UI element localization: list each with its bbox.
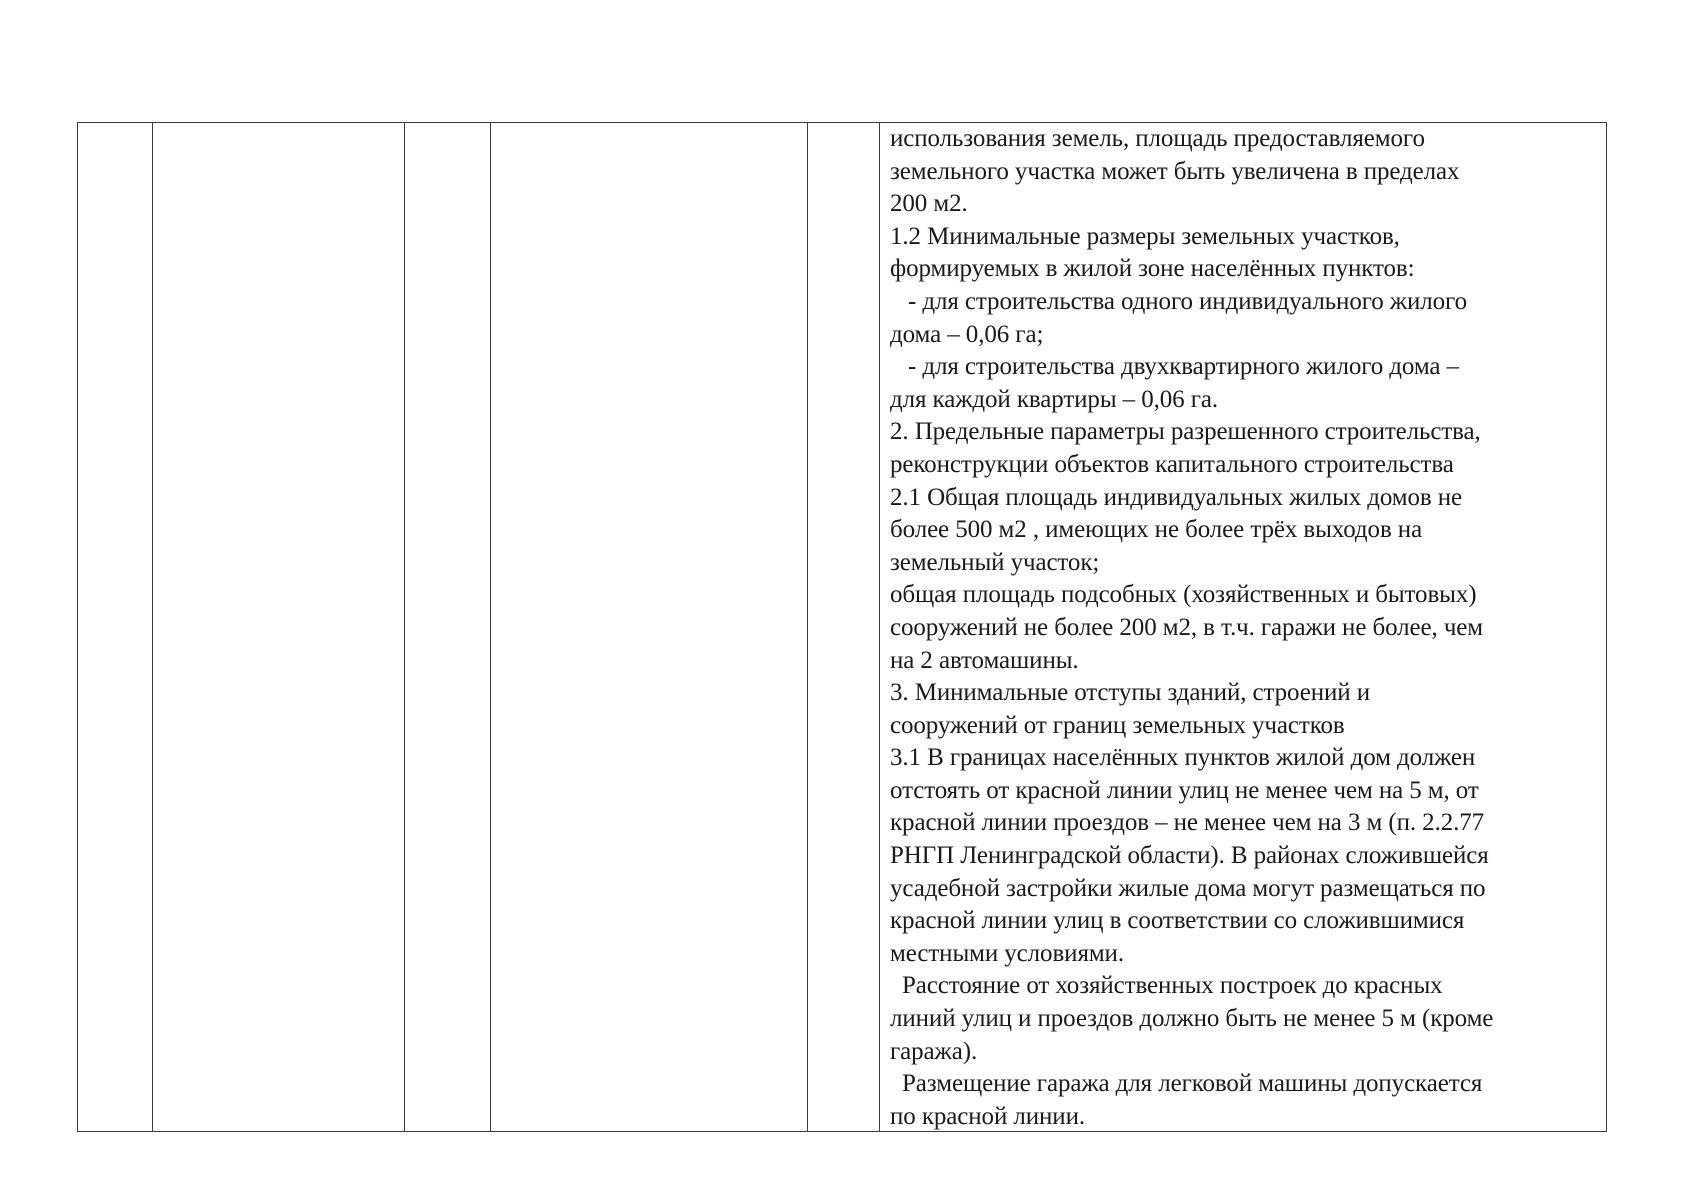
text-line: усадебной застройки жилые дома могут размещаться по: [890, 874, 1486, 902]
text-line: по красной линии.: [890, 1102, 1086, 1130]
text-line: дома – 0,06 га;: [890, 320, 1044, 348]
text-line: общая площадь подсобных (хозяйственных и бытовых): [890, 581, 1477, 609]
text-line: земельный участок;: [890, 548, 1100, 576]
text-line: местными условиями.: [890, 939, 1124, 967]
text-line: земельного участка может быть увеличена в пределах: [890, 157, 1460, 185]
text-line: формируемых в жилой зоне населённых пунктов:: [890, 255, 1415, 283]
column-divider: [807, 123, 808, 1131]
text-line: 2.1 Общая площадь индивидуальных жилых домов не: [890, 483, 1463, 511]
regulations-table: [77, 122, 1607, 1132]
text-line: Расстояние от хозяйственных построек до красных: [902, 972, 1443, 1000]
column-divider: [879, 123, 880, 1131]
text-line: линий улиц и проездов должно быть не менее 5 м (кроме: [890, 1005, 1494, 1033]
text-line: сооружений от границ земельных участков: [890, 711, 1345, 739]
text-line: - для строительства двухквартирного жилого дома –: [908, 353, 1459, 381]
column-divider: [490, 123, 491, 1131]
text-line: на 2 автомашины.: [890, 646, 1079, 674]
text-line: реконструкции объектов капитального строительства: [890, 450, 1454, 478]
text-line: более 500 м2 , имеющих не более трёх выходов на: [890, 516, 1423, 544]
text-line: 1.2 Минимальные размеры земельных участков,: [890, 222, 1400, 250]
text-line: 3.1 В границах населённых пунктов жилой дом должен: [890, 744, 1476, 772]
text-line: использования земель, площадь предоставляемого: [890, 125, 1425, 152]
parameters-cell: [890, 123, 1602, 1131]
text-line: отстоять от красной линии улиц не менее чем на 5 м, от: [890, 776, 1479, 804]
text-line: красной линии проездов – не менее чем на 3 м (п. 2.2.77: [890, 809, 1485, 837]
column-divider: [404, 123, 405, 1131]
text-line: - для строительства одного индивидуального жилого: [908, 287, 1467, 315]
text-line: 2. Предельные параметры разрешенного строительства,: [890, 418, 1481, 446]
text-line: Размещение гаража для легковой машины допускается: [902, 1070, 1483, 1098]
text-line: гаража).: [890, 1037, 978, 1065]
text-line: красной линии улиц в соответствии со сложившимися: [890, 907, 1465, 935]
text-line: 3. Минимальные отступы зданий, строений и: [890, 679, 1371, 707]
text-line: для каждой квартиры – 0,06 га.: [890, 385, 1219, 413]
text-line: РНГП Ленинградской области). В районах сложившейся: [890, 842, 1489, 870]
column-divider: [152, 123, 153, 1131]
text-line: 200 м2.: [890, 190, 968, 218]
text-line: сооружений не более 200 м2, в т.ч. гаражи не более, чем: [890, 613, 1484, 641]
